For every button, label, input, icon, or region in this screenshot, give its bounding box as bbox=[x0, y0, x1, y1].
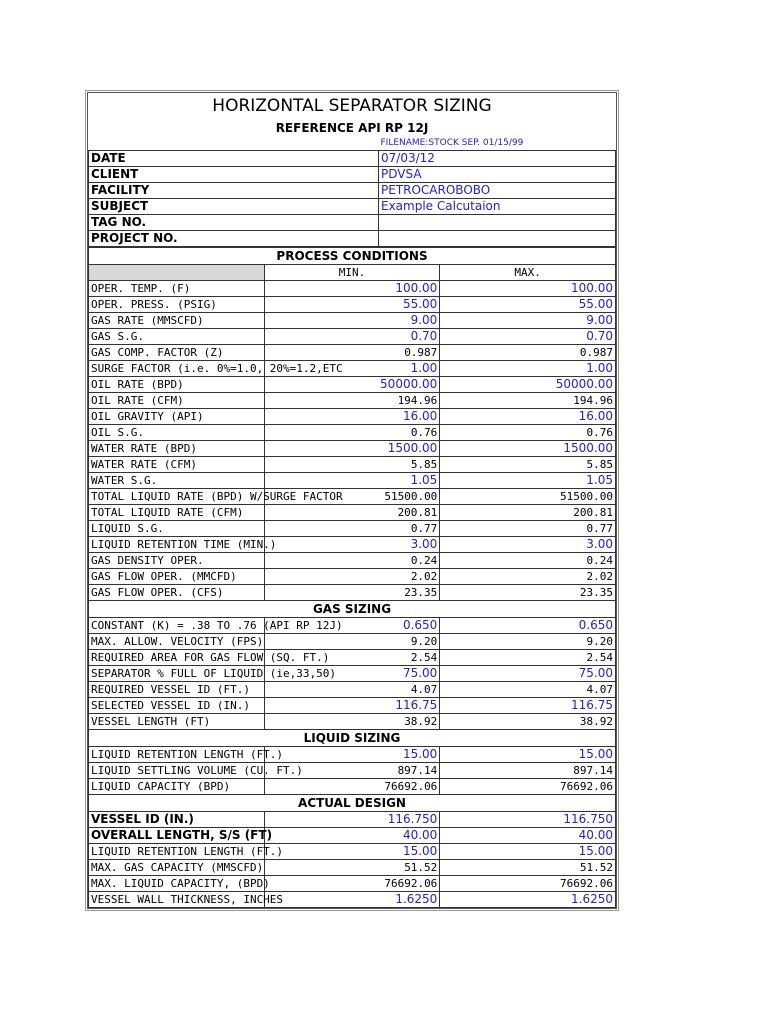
row-label: LIQUID SETTLING VOLUME (CU. FT.) bbox=[89, 763, 265, 779]
max-input-cell[interactable]: 0.70 bbox=[440, 329, 616, 345]
min-value-cell: 2.54 bbox=[264, 650, 440, 666]
data-row bbox=[89, 297, 616, 313]
max-input-cell[interactable]: 9.00 bbox=[440, 313, 616, 329]
min-value-cell: 76692.06 bbox=[264, 779, 440, 795]
max-input-cell[interactable]: 1.05 bbox=[440, 473, 616, 489]
data-row bbox=[89, 779, 616, 795]
min-input-cell[interactable]: 1.6250 bbox=[264, 892, 440, 908]
row-label: MAX. LIQUID CAPACITY, (BPD) bbox=[89, 876, 265, 892]
section-header bbox=[89, 795, 616, 812]
max-value-cell: 5.85 bbox=[440, 457, 616, 473]
min-input-cell[interactable]: 1.00 bbox=[264, 361, 440, 377]
row-label: WATER RATE (BPD) bbox=[89, 441, 265, 457]
data-row bbox=[89, 892, 616, 908]
max-input-cell[interactable]: 50000.00 bbox=[440, 377, 616, 393]
info-label: FACILITY bbox=[89, 183, 379, 199]
row-label: OIL GRAVITY (API) bbox=[89, 409, 265, 425]
data-row bbox=[89, 537, 616, 553]
section-title: ACTUAL DESIGN bbox=[89, 795, 616, 812]
data-row bbox=[89, 393, 616, 409]
row-label: GAS COMP. FACTOR (Z) bbox=[89, 345, 265, 361]
data-row bbox=[89, 489, 616, 505]
calc-table bbox=[88, 247, 616, 908]
row-label: WATER S.G. bbox=[89, 473, 265, 489]
info-row bbox=[89, 231, 616, 247]
min-value-cell: 5.85 bbox=[264, 457, 440, 473]
max-value-cell: 0.76 bbox=[440, 425, 616, 441]
info-table bbox=[88, 137, 616, 247]
max-value-cell: 38.92 bbox=[440, 714, 616, 730]
column-header-blank bbox=[89, 265, 265, 281]
data-row bbox=[89, 666, 616, 682]
column-header-max: MAX. bbox=[440, 265, 616, 281]
row-label: SURGE FACTOR (i.e. 0%=1.0, 20%=1.2,ETC bbox=[89, 361, 265, 377]
info-value[interactable]: Example Calcutaion bbox=[379, 199, 616, 215]
min-value-cell: 51.52 bbox=[264, 860, 440, 876]
min-input-cell[interactable]: 0.70 bbox=[264, 329, 440, 345]
data-row bbox=[89, 505, 616, 521]
info-value[interactable]: 07/03/12 bbox=[379, 151, 616, 167]
min-input-cell[interactable]: 3.00 bbox=[264, 537, 440, 553]
row-label: MAX. GAS CAPACITY (MMSCFD) bbox=[89, 860, 265, 876]
row-label: GAS FLOW OPER. (CFS) bbox=[89, 585, 265, 601]
min-input-cell[interactable]: 75.00 bbox=[264, 666, 440, 682]
row-label: VESSEL ID (IN.) bbox=[89, 812, 265, 828]
row-label: REQUIRED AREA FOR GAS FLOW (SQ. FT.) bbox=[89, 650, 265, 666]
max-input-cell[interactable]: 15.00 bbox=[440, 844, 616, 860]
data-row bbox=[89, 425, 616, 441]
max-value-cell: 0.987 bbox=[440, 345, 616, 361]
min-input-cell[interactable]: 9.00 bbox=[264, 313, 440, 329]
data-row bbox=[89, 473, 616, 489]
max-input-cell[interactable]: 55.00 bbox=[440, 297, 616, 313]
max-value-cell: 0.24 bbox=[440, 553, 616, 569]
min-value-cell: 0.77 bbox=[264, 521, 440, 537]
row-label: VESSEL LENGTH (FT) bbox=[89, 714, 265, 730]
section-title: PROCESS CONDITIONS bbox=[89, 248, 616, 265]
max-input-cell[interactable]: 0.650 bbox=[440, 618, 616, 634]
min-value-cell: 23.35 bbox=[264, 585, 440, 601]
data-row bbox=[89, 763, 616, 779]
data-row bbox=[89, 313, 616, 329]
row-label: LIQUID RETENTION LENGTH (FT.) bbox=[89, 844, 265, 860]
row-label: CONSTANT (K) = .38 TO .76 (API RP 12J) bbox=[89, 618, 265, 634]
info-label: CLIENT bbox=[89, 167, 379, 183]
max-input-cell[interactable]: 1500.00 bbox=[440, 441, 616, 457]
info-value[interactable]: PDVSA bbox=[379, 167, 616, 183]
row-label: LIQUID S.G. bbox=[89, 521, 265, 537]
max-input-cell[interactable]: 40.00 bbox=[440, 828, 616, 844]
data-row bbox=[89, 844, 616, 860]
min-input-cell[interactable]: 15.00 bbox=[264, 844, 440, 860]
min-input-cell[interactable]: 1.05 bbox=[264, 473, 440, 489]
max-value-cell: 51500.00 bbox=[440, 489, 616, 505]
data-row bbox=[89, 747, 616, 763]
min-input-cell[interactable]: 16.00 bbox=[264, 409, 440, 425]
max-value-cell: 76692.06 bbox=[440, 779, 616, 795]
min-value-cell: 38.92 bbox=[264, 714, 440, 730]
data-row bbox=[89, 698, 616, 714]
info-row bbox=[89, 167, 616, 183]
row-label: GAS RATE (MMSCFD) bbox=[89, 313, 265, 329]
data-row bbox=[89, 682, 616, 698]
section-header bbox=[89, 730, 616, 747]
max-input-cell[interactable]: 116.750 bbox=[440, 812, 616, 828]
row-label: TOTAL LIQUID RATE (BPD) W/SURGE FACTOR bbox=[89, 489, 265, 505]
section-header bbox=[89, 601, 616, 618]
row-label: REQUIRED VESSEL ID (FT.) bbox=[89, 682, 265, 698]
row-label: GAS S.G. bbox=[89, 329, 265, 345]
min-value-cell: 76692.06 bbox=[264, 876, 440, 892]
row-label: LIQUID CAPACITY (BPD) bbox=[89, 779, 265, 795]
min-value-cell: 0.987 bbox=[264, 345, 440, 361]
data-row bbox=[89, 828, 616, 844]
data-row bbox=[89, 409, 616, 425]
max-value-cell: 0.77 bbox=[440, 521, 616, 537]
max-value-cell: 194.96 bbox=[440, 393, 616, 409]
data-row bbox=[89, 876, 616, 892]
data-row bbox=[89, 553, 616, 569]
filename-cell: FILENAME:STOCK SEP. 01/15/99 bbox=[380, 138, 524, 148]
data-row bbox=[89, 569, 616, 585]
section-title: LIQUID SIZING bbox=[89, 730, 616, 747]
data-row bbox=[89, 812, 616, 828]
reference-line: REFERENCE API RP 12J bbox=[275, 121, 429, 135]
info-label: SUBJECT bbox=[89, 199, 379, 215]
max-value-cell: 76692.06 bbox=[440, 876, 616, 892]
min-value-cell: 0.24 bbox=[264, 553, 440, 569]
filename-spacer bbox=[89, 137, 379, 151]
min-value-cell: 0.76 bbox=[264, 425, 440, 441]
max-input-cell[interactable]: 75.00 bbox=[440, 666, 616, 682]
data-row bbox=[89, 457, 616, 473]
min-input-cell[interactable]: 1500.00 bbox=[264, 441, 440, 457]
max-input-cell[interactable]: 1.00 bbox=[440, 361, 616, 377]
min-value-cell: 2.02 bbox=[264, 569, 440, 585]
row-label: OIL S.G. bbox=[89, 425, 265, 441]
sheet-title: HORIZONTAL SEPARATOR SIZING bbox=[212, 96, 492, 116]
max-input-cell[interactable]: 100.00 bbox=[440, 281, 616, 297]
min-value-cell: 9.20 bbox=[264, 634, 440, 650]
min-input-cell[interactable]: 40.00 bbox=[264, 828, 440, 844]
max-value-cell: 200.81 bbox=[440, 505, 616, 521]
data-row bbox=[89, 860, 616, 876]
min-value-cell: 200.81 bbox=[264, 505, 440, 521]
row-label: LIQUID RETENTION TIME (MIN.) bbox=[89, 537, 265, 553]
data-row bbox=[89, 345, 616, 361]
data-row bbox=[89, 714, 616, 730]
max-value-cell: 2.02 bbox=[440, 569, 616, 585]
filename-row bbox=[89, 137, 616, 151]
data-row bbox=[89, 634, 616, 650]
row-label: WATER RATE (CFM) bbox=[89, 457, 265, 473]
max-input-cell[interactable]: 116.75 bbox=[440, 698, 616, 714]
data-row bbox=[89, 329, 616, 345]
data-row bbox=[89, 585, 616, 601]
min-input-cell[interactable]: 116.750 bbox=[264, 812, 440, 828]
min-value-cell: 194.96 bbox=[264, 393, 440, 409]
row-label: GAS DENSITY OPER. bbox=[89, 553, 265, 569]
data-row bbox=[89, 521, 616, 537]
section-title: GAS SIZING bbox=[89, 601, 616, 618]
row-label: OIL RATE (BPD) bbox=[89, 377, 265, 393]
section-header bbox=[89, 248, 616, 265]
min-input-cell[interactable]: 50000.00 bbox=[264, 377, 440, 393]
info-row bbox=[89, 215, 616, 231]
max-value-cell: 2.54 bbox=[440, 650, 616, 666]
row-label: MAX. ALLOW. VELOCITY (FPS) bbox=[89, 634, 265, 650]
column-header-min: MIN. bbox=[264, 265, 440, 281]
data-row bbox=[89, 281, 616, 297]
max-input-cell[interactable]: 16.00 bbox=[440, 409, 616, 425]
separator-sizing-sheet bbox=[87, 92, 617, 909]
max-input-cell[interactable]: 1.6250 bbox=[440, 892, 616, 908]
row-label: VESSEL WALL THICKNESS, INCHES bbox=[89, 892, 265, 908]
min-input-cell[interactable]: 15.00 bbox=[264, 747, 440, 763]
info-value[interactable] bbox=[379, 215, 616, 231]
row-label: OPER. TEMP. (F) bbox=[89, 281, 265, 297]
row-label: SELECTED VESSEL ID (IN.) bbox=[89, 698, 265, 714]
max-value-cell: 23.35 bbox=[440, 585, 616, 601]
min-value-cell: 897.14 bbox=[264, 763, 440, 779]
min-input-cell[interactable]: 55.00 bbox=[264, 297, 440, 313]
min-value-cell: 4.07 bbox=[264, 682, 440, 698]
row-label: OVERALL LENGTH, S/S (FT) bbox=[89, 828, 265, 844]
info-label: DATE bbox=[89, 151, 379, 167]
info-label: PROJECT NO. bbox=[89, 231, 379, 247]
max-input-cell[interactable]: 15.00 bbox=[440, 747, 616, 763]
data-row bbox=[89, 441, 616, 457]
max-value-cell: 897.14 bbox=[440, 763, 616, 779]
max-input-cell[interactable]: 3.00 bbox=[440, 537, 616, 553]
info-row bbox=[89, 183, 616, 199]
info-value[interactable] bbox=[379, 231, 616, 247]
data-row bbox=[89, 650, 616, 666]
row-label: OPER. PRESS. (PSIG) bbox=[89, 297, 265, 313]
min-input-cell[interactable]: 0.650 bbox=[264, 618, 440, 634]
row-label: LIQUID RETENTION LENGTH (FT.) bbox=[89, 747, 265, 763]
max-value-cell: 9.20 bbox=[440, 634, 616, 650]
min-value-cell: 51500.00 bbox=[264, 489, 440, 505]
data-row bbox=[89, 618, 616, 634]
row-label: GAS FLOW OPER. (MMCFD) bbox=[89, 569, 265, 585]
row-label: SEPARATOR % FULL OF LIQUID (ie,33,50) bbox=[89, 666, 265, 682]
row-label: TOTAL LIQUID RATE (CFM) bbox=[89, 505, 265, 521]
max-value-cell: 4.07 bbox=[440, 682, 616, 698]
data-row bbox=[89, 377, 616, 393]
column-header-row bbox=[89, 265, 616, 281]
info-value[interactable]: PETROCAROBOBO bbox=[379, 183, 616, 199]
info-row bbox=[89, 199, 616, 215]
data-row bbox=[89, 361, 616, 377]
min-input-cell[interactable]: 100.00 bbox=[264, 281, 440, 297]
max-value-cell: 51.52 bbox=[440, 860, 616, 876]
info-row bbox=[89, 151, 616, 167]
row-label: OIL RATE (CFM) bbox=[89, 393, 265, 409]
info-label: TAG NO. bbox=[89, 215, 379, 231]
min-input-cell[interactable]: 116.75 bbox=[264, 698, 440, 714]
